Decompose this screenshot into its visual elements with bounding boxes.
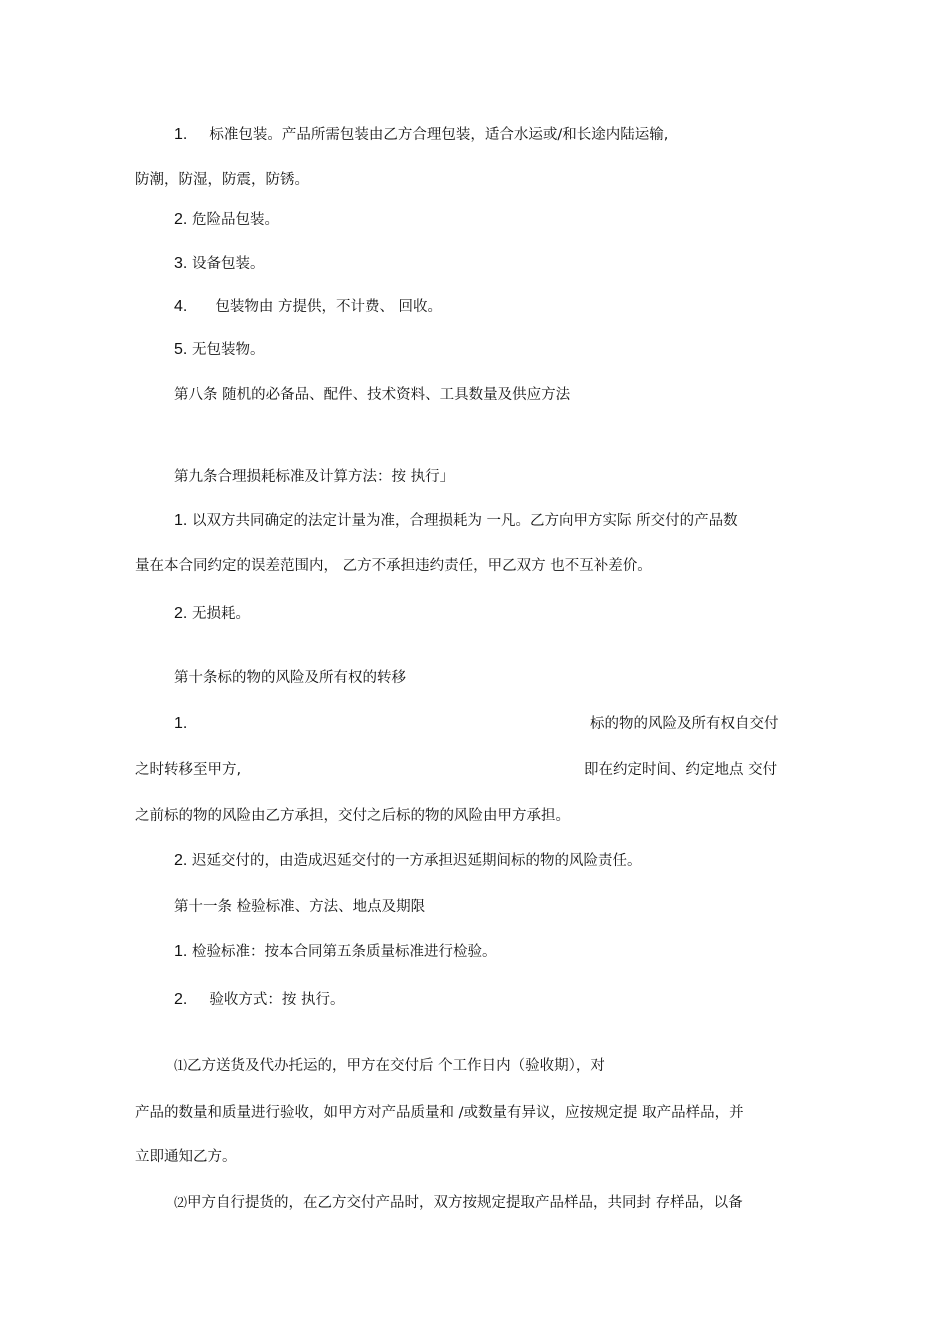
article-8-heading: 第八条 随机的必备品、配件、技术资料、工具数量及供应方法 (174, 387, 571, 403)
item-text: 验收方式：按 执行。 (209, 992, 345, 1008)
clause-packaging-1-continued: 防潮，防湿，防震，防锈。 (135, 172, 309, 188)
clause-risk-1-line2-left: 之时转移至甲方, (135, 762, 242, 778)
item-text: 包装物由 方提供，不计费、 回收。 (215, 299, 443, 315)
article-11-heading: 第十一条 检验标准、方法、地点及期限 (174, 899, 426, 915)
item-text: 检验标准：按本合同第五条质量标准进行检验。 (191, 944, 497, 960)
item-text: 标准包装。产品所需包装由乙方合理包装，适合水运或/和长途内陆运输, (209, 127, 669, 143)
item-number: 1. (174, 715, 188, 732)
clause-loss-1 (174, 511, 738, 531)
item-text: 以双方共同确定的法定计量为准，合理损耗为 一凡。乙方向甲方实际 所交付的产品数 (191, 513, 738, 529)
item-text: 设备包装。 (191, 256, 265, 272)
article-9-heading: 第九条合理损耗标准及计算方法：按 执行」 (174, 469, 455, 485)
clause-packaging-4 (174, 297, 442, 317)
item-number: 2. (174, 852, 188, 869)
clause-inspection-2 (174, 990, 344, 1010)
sub-item-text: 甲方自行提货的，在乙方交付产品时，双方按规定提取产品样品，共同封 存样品，以备 (187, 1195, 743, 1211)
sub-item-1 (174, 1056, 605, 1077)
clause-risk-1-line3: 之前标的物的风险由乙方承担，交付之后标的物的风险由甲方承担。 (135, 808, 570, 824)
sub-item-2 (174, 1193, 743, 1214)
clause-risk-2 (174, 851, 641, 871)
clause-loss-2 (174, 604, 250, 624)
sub-item-1-line2: 产品的数量和质量进行验收，如甲方对产品质量和 /或数量有异议，应按规定提 取产品样品，并 (135, 1105, 744, 1121)
sub-item-text: 乙方送货及代办托运的，甲方在交付后 个工作日内（验收期），对 (187, 1058, 605, 1074)
clause-loss-1-continued: 量在本合同约定的误差范围内， 乙方不承担违约责任，甲乙双方 也不互补差价。 (135, 558, 652, 574)
article-10-heading: 第十条标的物的风险及所有权的转移 (174, 670, 406, 686)
item-number: 5. (174, 341, 188, 358)
clause-packaging-5 (174, 340, 264, 360)
sub-item-marker: ⑵ (174, 1196, 188, 1211)
item-number: 2. (174, 605, 188, 622)
sub-item-1-line3: 立即通知乙方。 (135, 1149, 237, 1165)
clause-packaging-1 (174, 125, 668, 145)
item-number: 2. (174, 991, 188, 1008)
item-number: 4. (174, 298, 188, 315)
item-text: 无包装物。 (191, 342, 265, 358)
item-text: 危险品包装。 (191, 212, 279, 228)
sub-item-marker: ⑴ (174, 1059, 188, 1074)
item-number: 1. (174, 512, 188, 529)
clause-inspection-1 (174, 942, 496, 962)
clause-packaging-2 (174, 210, 279, 230)
item-text: 无损耗。 (191, 606, 250, 622)
clause-packaging-3 (174, 254, 264, 274)
item-text: 迟延交付的，由造成迟延交付的一方承担迟延期间标的物的风险责任。 (191, 853, 642, 869)
clause-risk-1-number (174, 714, 187, 734)
clause-risk-1-line2-right: 即在约定时间、约定地点 交付 (584, 762, 778, 778)
clause-risk-1-text: 标的物的风险及所有权自交付 (590, 716, 779, 732)
item-number: 3. (174, 255, 188, 272)
item-number: 2. (174, 211, 188, 228)
item-number: 1. (174, 943, 188, 960)
item-number: 1. (174, 126, 188, 143)
